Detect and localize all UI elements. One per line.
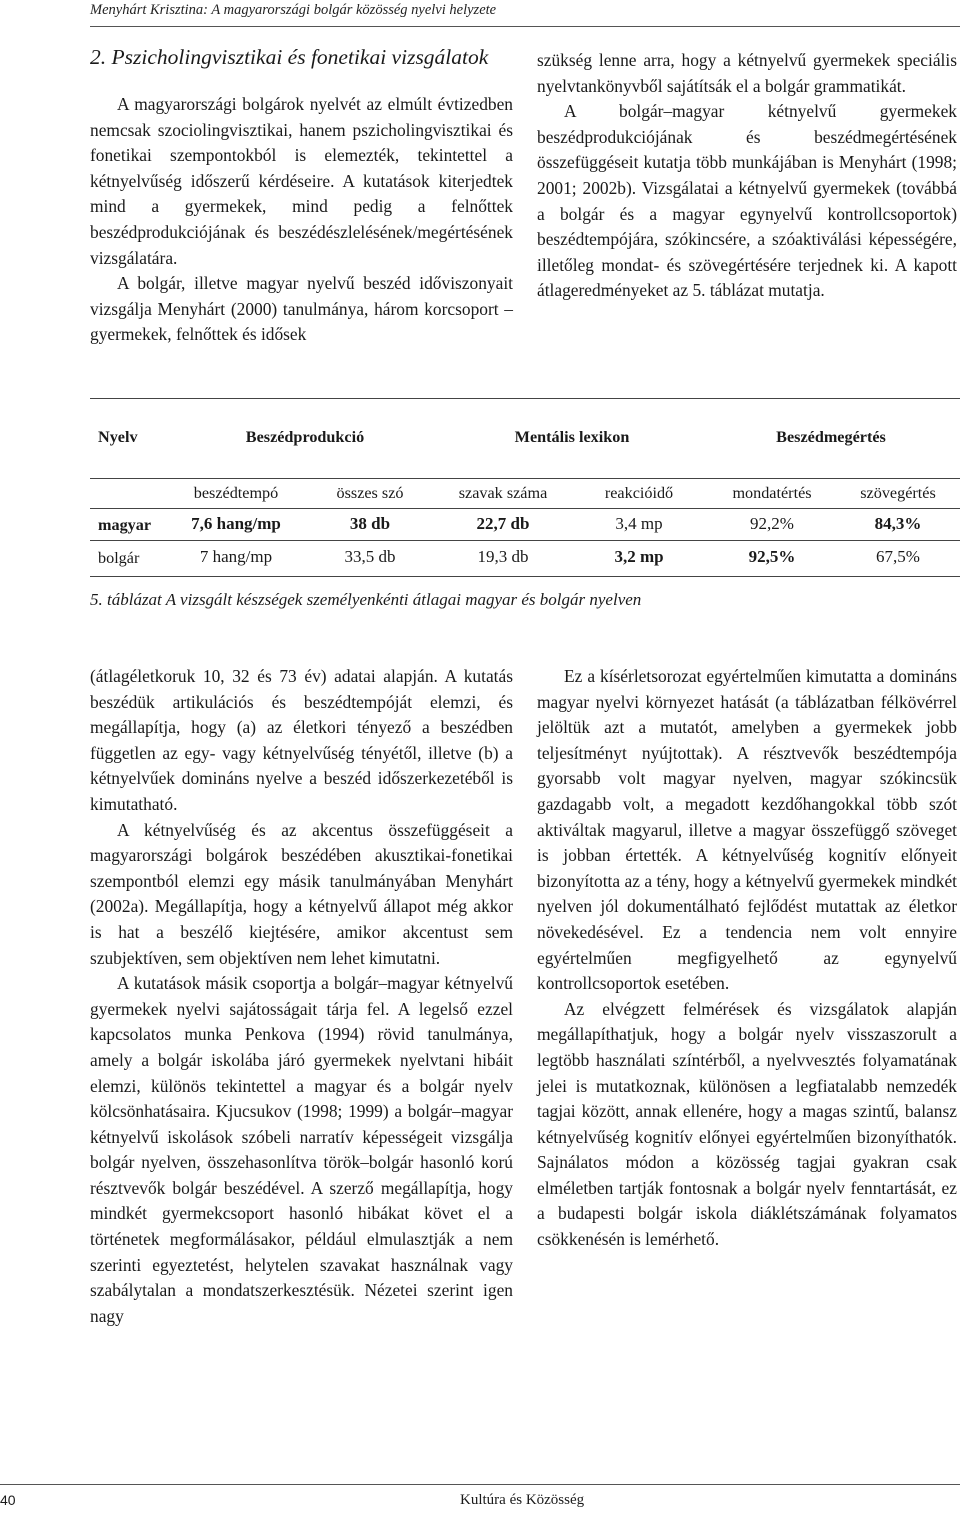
cell-count: 22,7 db — [476, 514, 530, 533]
row-language: magyar — [98, 516, 152, 534]
table-rule — [90, 478, 960, 479]
column-bottom-left — [90, 664, 513, 1329]
cell-reaction: 3,2 mp — [614, 547, 664, 566]
subheader-reaction: reakcióidő — [604, 484, 674, 502]
paragraph: A magyarországi bolgárok nyelvét az elmúlt évtizedben nemcsak szociolingvisztikai, hanem pszicholingvisztikai és fonetikai szempontokból is elemezték, tekintettel a kétnyelvűség időszerű kérdéseire. A kutatások kiterjedtek mind a gyermekek, mind pedig a felnőttek beszédprodukciójának és beszédészlelésének/megértésének vizsgálatára. — [90, 94, 513, 268]
paragraph: (átlagéletkoruk 10, 32 és 73 év) adatai alapján. A kutatás beszédük artikulációs és beszédtempóját elemzi, és megállapítja, hogy (a) az életkori tényező a beszédben független az egy- vagy kétnyelvűség tényétől, illetve (b) a kétnyelvűek domináns nyelve a beszéd időszerkezetéből is kimutatható. — [90, 666, 513, 814]
cell-words: 33,5 db — [344, 547, 396, 566]
header-language: Nyelv — [98, 428, 138, 446]
paragraph: A kétnyelvűség és az akcentus összefüggéseit a magyarországi bolgárok beszédében akusztikai-fonetikai szempontból elemzi egy másik tanulmányában Menyhárt (2002a). Megállapítja, hogy a kétnyelvű állapot még akkor is hat a beszélő kiejtésére, amikor akcentust sem szubjektíven, sem objektíven nem lehet kimutatni. — [90, 819, 513, 968]
table-rule — [90, 398, 960, 399]
row-language: bolgár — [98, 549, 140, 567]
subheader-sentence: mondatértés — [732, 484, 812, 502]
cell-text: 84,3% — [874, 514, 922, 533]
table-rule — [90, 576, 960, 577]
table-rule — [90, 508, 960, 509]
cell-sentence: 92,2% — [750, 514, 794, 533]
subheader-count: szavak száma — [458, 484, 548, 502]
journal-name: Kultúra és Közösség — [460, 1492, 585, 1508]
cell-tempo: 7,6 hang/mp — [191, 514, 281, 533]
header-production: Beszédprodukció — [245, 428, 365, 446]
paragraph: szükség lenne arra, hogy a kétnyelvű gyermekek speciális nyelvtankönyvből sajátítsák el a bolgár grammatikát. — [537, 50, 957, 96]
subheader-words: összes szó — [336, 484, 404, 502]
paragraph: A kutatások másik csoportja a bolgár–magyar kétnyelvű gyermekek nyelvi sajátosságait tárja fel. A legelső ezzel kapcsolatos munka Penkova (1994) rövid tanulmánya, amely a bolgár iskolába járó gyermekek nyelvtani hibáit elemzi, különös tekintettel a magyar és a bolgár nyelv kölcsönhatásaira. Kjucsukov (1998; 1999) a bolgár–magyar kétnyelvű iskolások szóbeli narratív képességeit vizsgálja bolgár nyelven, összehasonlítva török–bolgár hasonló korú résztvevők bolgár beszédével. A szerző megállapítja, hogy mindkét gyermekcsoport hasonló hibákat követ el a történetek megformálásakor, például elmulasztják a nem szerinti egyeztetést, helytelen szavakat használnak vagy szabálytalan a mondatszerkesztésük. Nézetei szerint igen nagy — [90, 973, 513, 1326]
paragraph: A bolgár, illetve magyar nyelvű beszéd időviszonyait vizsgálja Menyhárt (2000) tanulmánya, három korcsoport – gyermekek, felnőttek és idősek — [90, 273, 513, 345]
cell-reaction: 3,4 mp — [615, 514, 663, 533]
header-lexicon: Mentális lexikon — [514, 428, 630, 446]
header-comprehension: Beszédmegértés — [776, 428, 886, 446]
paragraph: Az elvégzett felmérések és vizsgálatok alapján megállapíthatjuk, hogy a bolgár nyelv visszaszorult a legtöbb használati színtérből, a nyelvvesztés folyamatának jelei is mutatkoznak, különösen a legfiatalabb nemzedék tagjai között, annak ellenére, hogy a magas szintű, balansz kétnyelvűség kognitív előnyei egyértelműen bizonyíthatók. Sajnálatos módon a közösség tagjai gyakran csak elméletben tartják fontosnak a bolgár nyelv fenntartását, ez a budapesti bolgár iskola diáklétszámának folyamatos csökkenésén is lemérhető. — [537, 998, 957, 1250]
running-head: Menyhárt Krisztina: A magyarországi bolgár közösség nyelvi helyzete — [90, 2, 497, 18]
cell-count: 19,3 db — [477, 547, 529, 566]
cell-tempo: 7 hang/mp — [199, 547, 273, 566]
subheader-tempo: beszédtempó — [193, 484, 279, 502]
section-title: 2. Pszicholingvisztikai és fonetikai vizsgálatok — [90, 45, 489, 69]
page-number: 40 — [0, 1492, 16, 1508]
column-top-left — [90, 42, 513, 348]
footer-rule — [0, 1484, 960, 1485]
paragraph: A bolgár–magyar kétnyelvű gyermekek beszédprodukciójának és beszédmegértésének összefüggéseit kutatja több munkájában is Menyhárt (1998; 2001; 2002b). Vizsgálatai a kétnyelvű gyermekek (továbbá a bolgár és a magyar egynyelvű kontrollcsoportok) beszédtempójára, szókincsére, a szóaktiválási képességére, illetőleg mondat- és szövegértésére terjednek ki. A kapott átlageredményeket az 5. táblázat mutatja. — [537, 101, 957, 301]
subheader-text: szövegértés — [860, 484, 936, 502]
cell-text: 67,5% — [876, 547, 920, 566]
header-rule — [90, 26, 960, 27]
paragraph: Ez a kísérletsorozat egyértelműen kimutatta a domináns magyar nyelvi környezet hatását (a táblázatban félkövérrel jelöltük azt a mutatót, amelyben a gyermekek jobb teljesítményt nyújtottak). A résztvevők beszédtempója gyorsabb volt magyar nyelven, magyar szókincsük gazdagabb volt, a megadott kezdőhangokkal több szót aktiváltak magyarul, illetve a magyar összefüggő szöveget is jobban értették. A kétnyelvűség kognitív előnyeit bizonyította az a tény, hogy a kétnyelvű gyermekek mindkét nyelven jól dokumentálható fejlődést mutattak az életkor növekedésével. Ez a tendencia nem volt ennyire egyértelműen megfigyelhető az egynyelvű kontrollcsoportok esetében. — [537, 666, 957, 994]
column-bottom-right — [537, 664, 957, 1253]
table-rule — [90, 540, 960, 541]
cell-sentence: 92,5% — [748, 547, 796, 566]
table-caption: 5. táblázat A vizsgált készségek személyenkénti átlagai magyar és bolgár nyelven — [90, 590, 642, 609]
cell-words: 38 db — [349, 514, 391, 533]
column-top-right — [537, 48, 957, 304]
